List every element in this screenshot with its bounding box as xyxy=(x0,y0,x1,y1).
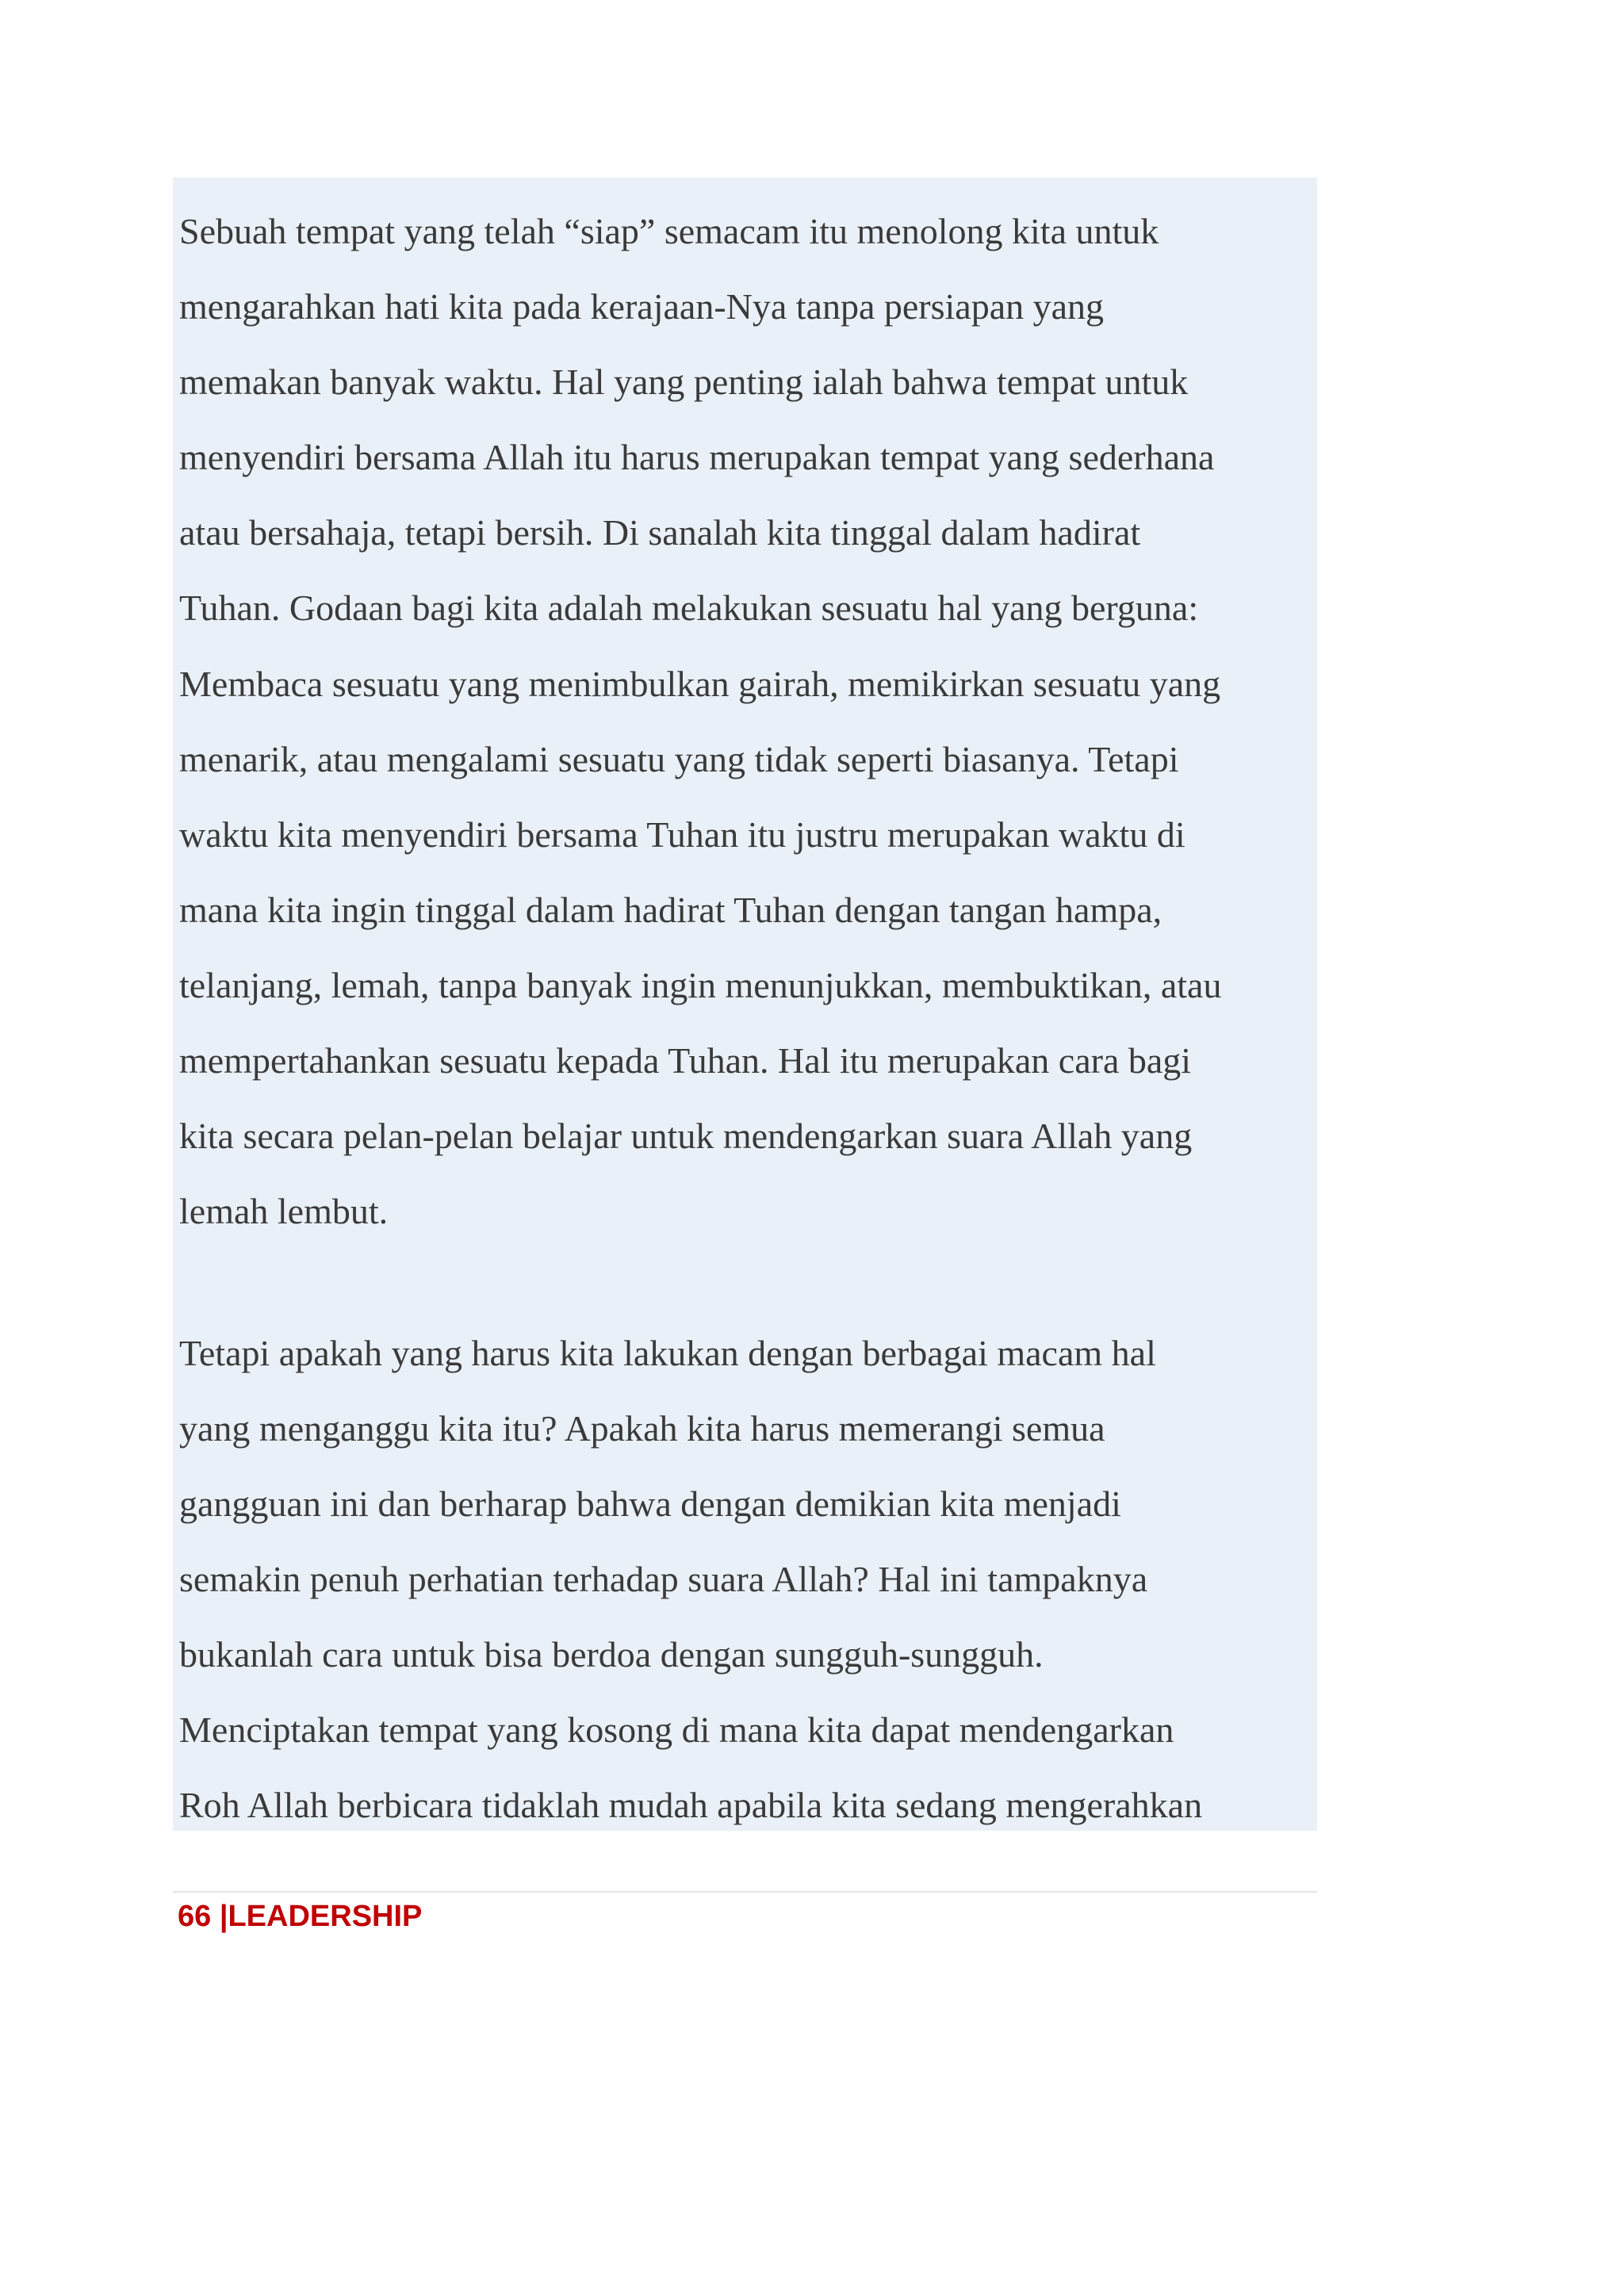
text-line: menyendiri bersama Allah itu harus merupakan tempat yang sederhana xyxy=(179,437,1215,477)
page-footer: 66 |LEADERSHIP xyxy=(178,1900,423,1933)
text-line: Roh Allah berbicara tidaklah mudah apabila kita sedang mengerahkan xyxy=(179,1785,1203,1825)
text-line: telanjang, lemah, tanpa banyak ingin menunjukkan, membuktikan, atau xyxy=(179,965,1222,1005)
text-line: waktu kita menyendiri bersama Tuhan itu justru merupakan waktu di xyxy=(179,814,1185,855)
text-line: gangguan ini dan berharap bahwa dengan demikian kita menjadi xyxy=(179,1483,1121,1524)
text-line: Menciptakan tempat yang kosong di mana kita dapat mendengarkan xyxy=(179,1709,1174,1750)
text-line: bukanlah cara untuk bisa berdoa dengan sungguh-sungguh. xyxy=(179,1634,1044,1675)
text-line: mana kita ingin tinggal dalam hadirat Tuhan dengan tangan hampa, xyxy=(179,890,1162,930)
text-line: mempertahankan sesuatu kepada Tuhan. Hal itu merupakan cara bagi xyxy=(179,1040,1192,1081)
text-line: memakan banyak waktu. Hal yang penting ialah bahwa tempat untuk xyxy=(179,362,1189,402)
text-line: lemah lembut. xyxy=(179,1191,389,1231)
text-line: Tetapi apakah yang harus kita lakukan dengan berbagai macam hal xyxy=(179,1333,1156,1373)
text-line: semakin penuh perhatian terhadap suara Allah? Hal ini tampaknya xyxy=(179,1559,1148,1599)
text-line: Membaca sesuatu yang menimbulkan gairah, memikirkan sesuatu yang xyxy=(179,664,1221,704)
text-line: Sebuah tempat yang telah “siap” semacam itu menolong kita untuk xyxy=(179,211,1159,251)
footer-divider xyxy=(173,1891,1317,1893)
highlighted-text-block xyxy=(173,178,1317,1831)
text-line: menarik, atau mengalami sesuatu yang tidak seperti biasanya. Tetapi xyxy=(179,739,1179,779)
text-line: Tuhan. Godaan bagi kita adalah melakukan sesuatu hal yang berguna: xyxy=(179,588,1199,628)
text-line: atau bersahaja, tetapi bersih. Di sanalah kita tinggal dalam hadirat xyxy=(179,512,1141,553)
text-line: mengarahkan hati kita pada kerajaan-Nya tanpa persiapan yang xyxy=(179,286,1105,327)
text-line: kita secara pelan-pelan belajar untuk mendengarkan suara Allah yang xyxy=(179,1116,1193,1156)
text-line: yang menganggu kita itu? Apakah kita harus memerangi semua xyxy=(179,1408,1105,1449)
